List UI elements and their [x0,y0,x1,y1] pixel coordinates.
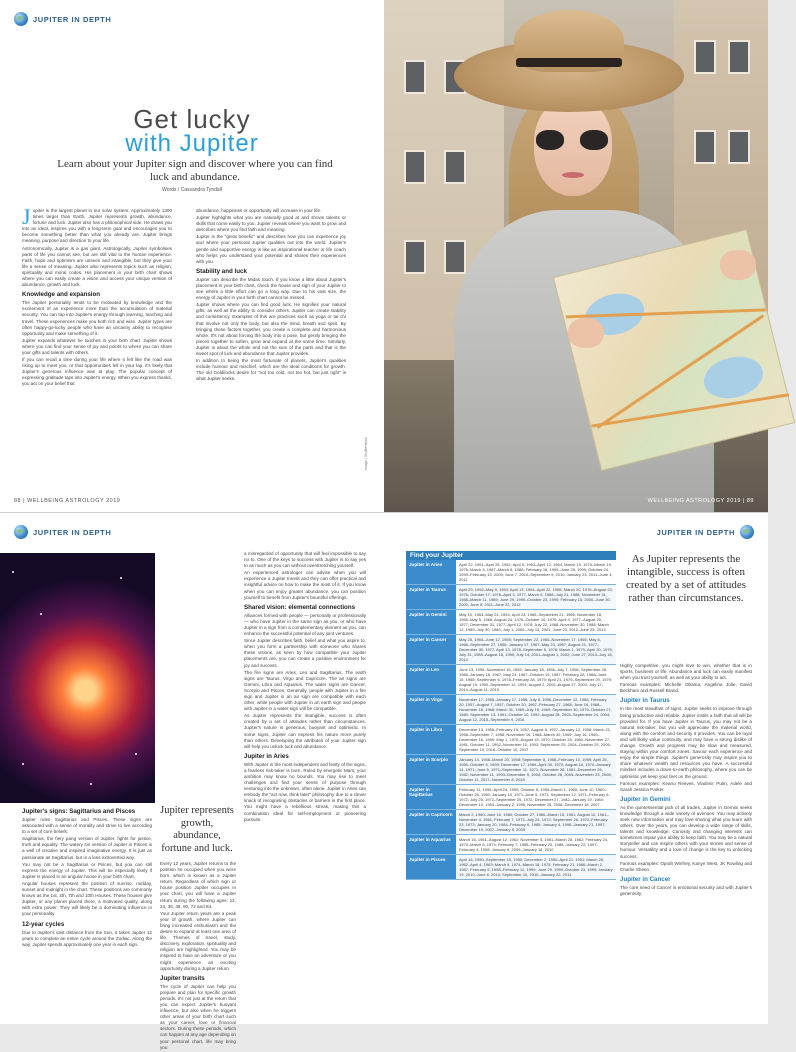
table-cell-sign: Jupiter in Sagittarius [406,785,456,810]
running-head [14,12,111,26]
table-cell-sign: Jupiter in Aquarius [406,835,456,855]
table-row [406,755,616,785]
body-paragraph: Jupiter rules Sagittarius and Pisces. These signs are associated with a sense of morality and strive to live according to a set of core beliefs. [22,817,152,835]
table-cell-sign: Jupiter in Pisces [406,855,456,880]
running-head [657,525,754,539]
table-row [406,785,616,810]
folio-left: 88 | WELLBEING ASTROLOGY 2019 [14,498,121,504]
article-column-c [620,663,752,898]
standfirst: Learn about your Jupiter sign and discover where you can find luck and abundance. [57,158,333,183]
body-paragraph: Jupiter shows where you can find good luck. He signifies your natural gifts, as well as the ability to consider others. Jupiter can create stability and consistency. Examples of this are practices such as yoga or tai chi that involve not only the body, but also the mind, breath and spirit. By bringing these factors together, you create a complete and harmonious whole. It's not about forcing the body into a pose, but gently bringing the pieces together to soften, grow and expand at the same time. Similarly, Jupiter is about the whole and not the sum of the parts and that is the sweet spot of luck and abundance that Jupiter provides. [196,302,346,356]
body-paragraph: Famous examples: Keanu Reeves, Vladimir Putin, Adele and Sarah Jessica Parker. [620,780,752,792]
find-your-jupiter-table [406,551,616,880]
section-heading: Knowledge and expansion [22,291,101,299]
globe-icon [14,12,28,26]
table-row [406,665,616,695]
table-row [406,610,616,635]
article-column-2 [196,208,346,383]
table-row [406,560,616,585]
table-row [406,695,616,725]
body-paragraph: a misregarded of opportunity that will feel impossible to say no to. One of the keys to success with Jupiter is to say yes to as much as you can without overstretching yourself. [244,551,366,569]
table-row [406,585,616,610]
page-90 [0,513,384,1050]
article-column-1 [22,204,172,389]
body-paragraph: Jupiter can describe the Midas touch. If you know a little about Jupiter's placement in your birth chart, check the house and sign of your Jupiter to see where a little effort can go a long way. Due to his vast size, the energy of Jupiter in your birth chart cannot be missed. [196,276,346,301]
table-cell-sign: Jupiter in Cancer [406,635,456,665]
body-paragraph: The cycle of Jupiter can help you prepare and plan for specific growth periods. It's not just at the return that you can expect Jupiter's buoyant influence, but also when he triggers other areas of your birth chart such as your career, love or financial sectors. During these periods, which can happen at any age depending on your personal chart, life may bring you [160,983,236,1050]
body-paragraph: As Jupiter represents the intangible, success is often created by a set of attitudes rather than circumstances. Jupiter's nature is generous, buoyant and optimistic. In some signs, Jupiter can express his nature more purely than others. Developing the attributes of your Jupiter sign will help you unlock luck and abundance. [244,713,366,749]
section-heading: Jupiter in Cancer [620,875,671,883]
running-head-text: JUPITER IN DEPTH [33,14,112,24]
body-paragraph: If you can recall a time during your life where it felt like the road was rising up to meet you, or that opportunities fell in your lap, it's likely that Jupiter's generous influence was at play. The popular concept of expressing gratitude taps into Jupiter's energy. When you express thanks, you act on your belief that [22,357,172,387]
body-paragraph: An experienced astrologer can advise when you will experience a Jupiter transit and they can offer practical and insightful advice on how to make the most of it. If you know when you can enjoy greater abundance, you can position yourself to benefit from Jupiter's bountiful offerings. [244,570,366,600]
body-paragraph: In addition to being the most fortunate of planets, Jupiter's qualities include humour and mischief, which are the ideal conditions for growth. The old Goldilocks desire for "not too cold, not too hot, but just right" is what Jupiter seeks. [196,358,346,382]
table-row [406,855,616,880]
hand-left [568,318,604,348]
headline-line2: with Jupiter [125,130,259,157]
page-89 [384,0,768,512]
table-row [406,635,616,665]
body-paragraph: Due to Jupiter's vast distance from the Sun, it takes Jupiter 12 years to complete an entire cycle around the Zodiac. Along the way, Jupiter spends approximately one year in each sign. [22,929,152,947]
intro-paragraph: Jupiter is the largest planet in our solar system. Approximately 1300 times larger than Earth, Jupiter represents growth, abundance, fortune and luck. Jupiter also has a philosophical side. He draws you into an ideal, inspires you with a long-term goal and encourages you to become something better than what you already are. Jupiter brings meaning, purpose and direction to your life. [22,204,172,244]
body-paragraph: Astronomically, Jupiter is a gas giant. Astrologically, Jupiter symbolises parts of life you cannot see, but are still vital to the human experience. Faith, hope and optimism are unseen and intangible, but they give your life a sense of meaning. Jupiter also represents topics such as religion, spirituality and moral codes. His placement in your birth chart shows where you can easily create a vision and access your unique version of abundance, growth and luck. [22,245,172,288]
section-heading: Shared vision: elemental connections [244,603,356,611]
pull-quote: As Jupiter represents the intangible, success is often created by a set of attitudes rather than circumstances. [625,553,747,604]
table-cell-sign: Jupiter in Leo [406,665,456,695]
woman-with-map-photo [384,0,768,512]
globe-icon [740,525,754,539]
section-heading: Jupiter's signs: Sagittarius and Pisces [22,808,136,815]
body-paragraph: Alliances formed with people — personally or professionally — who have Jupiter in the same sign as you, or who have Jupiter in a sign from a complementary element as you, can enhance the successful potential of any joint ventures. [244,612,366,637]
body-paragraph: You may not be a Sagittarius or Pisces, but you can still express the energy of Jupiter. This will be especially likely if Jupiter is placed in an angular house in your birth chart. [22,861,152,879]
body-paragraph: Famous examples: Oprah Winfrey, Kanye West, JK Rowling and Charlie Sheen. [620,860,752,872]
table-cell-dates: March 2, 1960–June 10, 1960; October 27, 1960–March 15, 1961; August 12, 1961–November 4, 1961; February 7, 1972–July 24, 1972; September 26, 1972–February 23, 1973; January 20, 1984–February 6, 1985; January 4, 1996–January 21, 1997; December 19, 2007–January 5, 2009 [456,810,616,835]
hat-band [516,58,622,67]
pull-quote: Jupiter represents growth, abundance, fortune and luck. [160,805,234,854]
body-paragraph: Jupiter highlights what you are naturally good at and shows talents or skills that come easily to you. Jupiter reveals where you want to grow and describes where you find faith and meaning. [196,215,346,233]
table-row [406,810,616,835]
body-paragraph: Sagittarius, the fiery pang version of Jupiter, fights for justice, truth and equality. The watery sin version of Jupiter in Pisces is a well of creative and inspired imaginative energy. It is just as passionate as Sagittarius, but in a less extroverted way. [22,836,152,860]
table-cell-dates: April 29, 1952–May 9, 1953; April 13, 1964–April 22, 1965; March 20, 1976–August 23, 1976; October 17, 1976–April 3, 1977; March 9, 1988–July 21, 1988; November 31, 1988–March 11, 1989; June 29, 1999–October 23, 1999; February 15, 2000–June 30, 2000; June 5, 2011–June 22, 2012 [456,585,616,610]
section-heading: Stability and luck [196,267,247,275]
body-paragraph: Every 12 years, Jupiter returns to the position he occupied when you were born, which is known as a Jupiter return. Regardless of which sign or house position Jupiter occupies in your chart, you will have a Jupiter return during the following ages: 12, 24, 36, 48, 60, 72 and 84. [160,861,236,909]
lips [562,172,584,178]
table-cell-sign: Jupiter in Aries [406,560,456,585]
table-cell-dates: May 25, 1954–June 12, 1955; September 22, 1965–November 17, 1965; May 6, 1966–September 27, 1966; January 17, 1967–May 23, 1967; August 21, 1977–December 30, 1977; April 13, 1978–September 5, 1978; March 1, 1979–April 20, 1979; July 31, 1989–August 18, 1990; July 14, 2001–August 1, 2002; June 27, 2013–July 16, 2014 [456,635,616,665]
section-heading: Jupiter transits [160,974,205,982]
body-paragraph: Highly competitive, you might love to win, whether that is in sports, business or life. Abundance and luck can easily manifest when you trust yourself, as well as your ability to act. [620,663,752,681]
running-head-text: JUPITER IN DEPTH [33,527,112,537]
table-cell-dates: December 13, 1956–February 19, 1957; August 8, 1957–January 13, 1958; March 21, 1958–September 7, 1958; November 16, 1968–March 30, 1969; July 16, 1969–December 16, 1969; May 1, 1970–August 15, 1970; October 28, 1980–November 27, 1981; October 11, 1992–November 10, 1993; September 25, 2004–October 25, 2005; September 10, 2016–October 10, 2017 [456,725,616,755]
body-paragraph: The core need of Cancer is emotional security and with Jupiter's generosity, [620,884,752,896]
section-heading: Jupiter in Gemini [620,795,671,803]
table-cell-sign: Jupiter in Scorpio [406,755,456,785]
table-title: Find your Jupiter [406,551,616,560]
folio-right: WELLBEING ASTROLOGY 2019 | 89 [647,498,754,504]
table-body [406,560,616,880]
byline: Words / Cassandra Tyndall [162,187,222,193]
table-cell-dates: June 13, 1955–November 16, 1955; January 18, 1956–July 7, 1956; September 28, 1966–January 16, 1967; May 24, 1967–October 19, 1967; February 28, 1968–June 15, 1968; September 6, 1978–February 28, 1979; April 21, 1979–September 29, 1979; August 19, 1990–September 12, 1991; August 2, 2002–August 27, 2003; July 17, 2014–August 11, 2015 [456,665,616,695]
body-paragraph: Angular houses represent the position of sunrise, midday, sunset and midnight in the chart. These positions are commonly known as the 1st, 4th, 7th and 10th Houses. These houses give Jupiter, or any planet placed there, a motivated quality, along with extra power. They will likely be a dominating influence in your personality. [22,880,152,917]
table-cell-sign: Jupiter in Libra [406,725,456,755]
body-paragraph: Your Jupiter return years are a peak year of growth, where Jupiter can bring increased enthusiasm and the desire to expand at least one area of life. Themes of travel, study, discovery, exploration, spirituality and religion are highlighted. You may be inspired to have an adventure or you might experience an exciting opportunity during a Jupiter return. [160,910,237,971]
sunglasses-left [536,130,564,150]
table-cell-sign: Jupiter in Virgo [406,695,456,725]
table-cell-dates: April 16, 1950–September 15, 1950; December 2, 1950–April 21, 1951; March 26, 1962–April 4, 1963; March 9, 1974–March 18, 1975; February 21, 1986–March 2, 1987; February 5, 1998–February 12, 1999; June 29, 1999–October 23, 1999; January 19, 2010–June 6, 2010; September 10, 2010–January 22, 2011 [456,855,616,880]
page-88 [0,0,384,512]
bottom-spread [0,512,768,1050]
section-heading: Jupiter in Taurus [620,697,670,705]
body-paragraph: Jupiter is the "great benefic" and describes how you can experience joy and where your personal Jupiter qualities out into the world. Jupiter's gentle and supportive energy is like an inspirational teacher or life coach who helps you understand your potential and shares their experiences with you. [196,234,346,264]
running-head-text: JUPITER IN DEPTH [656,527,735,537]
table-cell-dates: November 17, 1955–January 17, 1956; July 8, 1956–December 12, 1956; February 20, 1957–August 7, 1957; October 20, 1967–February 27, 1968; June 16, 1968–November 15, 1968; March 31, 1969–July 15, 1969; September 30, 1979–October 27, 1980; September 13, 1991–October 10, 1992; August 28, 2003–September 24, 2004; August 12, 2015–September 9, 2016 [456,695,616,725]
page-91 [384,513,768,1025]
body-paragraph: The fire signs are Aries, Leo and Sagittarius. The earth signs are Taurus, Virgo and Capricorn. The air signs are Gemini, Libra and Aquarius. The water signs are Cancer, Scorpio and Pisces. Generally, people with Jupiter in a fire sign and Jupiter in an air sign are compatible with each other, while people with Jupiter in an earth sign and people with Jupiter in a water sign will be compatible. [244,669,366,712]
table-cell-dates: March 16, 1961–August 12, 1961; November 5, 1961–March 25, 1962; February 24, 1973–March 8, 1974; February 7, 1985–February 20, 1986; January 22, 1997–February 4, 1998; January 6, 2009–January 18, 2010 [456,835,616,855]
body-paragraph: As the quintessential jack of all trades, Jupiter in Gemini seeks knowledge through a wide variety of avenues. You may actively seek new information and may love sharing what you learn with others. Over the years, you can develop a wide range of skills, talents and knowledge. Curiosity and changing interests can sometimes impair your ability to keep faith. You may be a natural storyteller and can inspire others with your stories and sense of humour. Versatility and a love of change is the key to unlocking success. [620,804,752,859]
article-column-a [160,861,236,1052]
headline-line1: Get lucky [133,104,251,134]
image-credit: Image / Shutterstock [364,437,368,470]
body-paragraph: Since Jupiter describes faith, belief and what you aspire to, when you form a partnership with someone who shares these visions, as seen by how compatible your Jupiter placements are, you can create a positive environment for joy and success. [244,638,366,668]
body-paragraph: With Jupiter in the most independent and feisty of the signs, a fearless risk-taker is born. Ruled by energetic Mars, your ambition may know no bounds. You may rise to meet challenges and find your sense of purpose through venturing into the unknown, often alone. Jupiter in Aries can embody the "act now, think later" philosophy due to a clever knack of recognising obstacles or barriers in the first place. You might have a rebellious streak, making this a combination ideal for self-employment or pioneering pursuits. [244,761,366,822]
table-cell-dates: February 11, 1959–April 24, 1959; October 6, 1959–March 1, 1960; June 10, 1960–October 26, 1960; January 15, 1971–June 5, 1971; September 12, 1971–February 6, 1972; July 25, 1972–September 25, 1972; December 27, 1982–January 19, 1984; December 10, 1994–January 2, 1996; November 25, 2006–December 18, 2007 [456,785,616,810]
table-row [406,835,616,855]
table-cell-sign: Jupiter in Capricorn [406,810,456,835]
body-paragraph: In the most steadfast of signs, Jupiter seeks to improve through being productive and reliable. Jupiter instils a faith that all will be provided for. If you have Jupiter in Taurus, you may not be a natural risk-taker, but you will appreciate the material world, along with the comfort and security it provides. You can be loyal and will likely value continuity, and may have a strong dislike of change. Growth and progress may be slow and measured, staying within your comfort zones. Savour each experience and enjoy the simple things. Jupiter's generosity may inspire you to share whatever wealth and resources you have. A successful mindset includes a down-to-earth philosophy, where you can be optimistic yet keep your feet on the ground. [620,706,752,779]
body-paragraph: The Jupiter personality tends to be motivated by knowledge and the excitement of an experience more than the accumulation of material security. You can tap into Jupiter's energy through learning, teaching and travel. These experiences make you both rich and wise. Jupiter types are often happy-go-lucky people who have an uncanny ability to recognise opportunity and make something of it. [22,300,172,336]
body-paragraph: Famous examples: Michelle Obama, Angelina Jolie, David Beckham and Russell Brand. [620,682,752,694]
table-row [406,725,616,755]
sidebar-column [22,805,152,949]
hand-right [720,250,756,280]
table-cell-dates: April 22, 1951–April 28, 1952; April 5, 1963–April 12, 1964; March 19, 1975–March 19, 1976; March 3, 1987–March 8, 1988; February 16, 1999–June 28, 1999; October 24, 1999–February 15, 2000; June 7, 2010–September 9, 2010; January 23, 2011–June 4, 2011 [456,560,616,585]
body-paragraph: abundance, happiness or opportunity will increase in your life. [196,208,322,213]
article-column-b [244,551,366,824]
body-paragraph: Jupiter expands whatever he touches in your birth chart. Jupiter shows where you can find your sense of joy and points to where you can share your gifts and talents with others. [22,337,172,355]
sunglasses-right [580,130,608,150]
section-heading: Jupiter in Aries [244,752,289,760]
table-cell-dates: May 10, 1953–May 24, 1954; April 23, 1965–September 21, 1965; November 18, 1965–May 5, 1966; August 24, 1976–October 16, 1976; April 4, 1977–August 20, 1977; December 31, 1977–April 12, 1978; July 22, 1988–November 30, 1988; March 12, 1989–July 30, 1989; July 1, 2000–July 13, 2001; June 23, 2012–June 25, 2013 [456,610,616,635]
table-cell-sign: Jupiter in Gemini [406,610,456,635]
dropcap: J [22,204,31,229]
top-spread [0,0,768,512]
table-cell-sign: Jupiter in Taurus [406,585,456,610]
section-heading: 12-year cycles [22,920,65,928]
nebula-image [0,553,155,803]
globe-icon [14,525,28,539]
table-cell-dates: January 14, 1958–March 20, 1958; September 8, 1958–February 10, 1959; April 25, 1959–October 5, 1959; December 17, 1969–April 30, 1970; August 16, 1970–January 14, 1971; June 5, 1971–September 11, 1971; November 28, 1981–December 26, 1982; November 11, 1993–December 9, 1994; October 26, 2005–November 23, 2006; October 11, 2017–November 8, 2018 [456,755,616,785]
running-head [14,525,111,539]
